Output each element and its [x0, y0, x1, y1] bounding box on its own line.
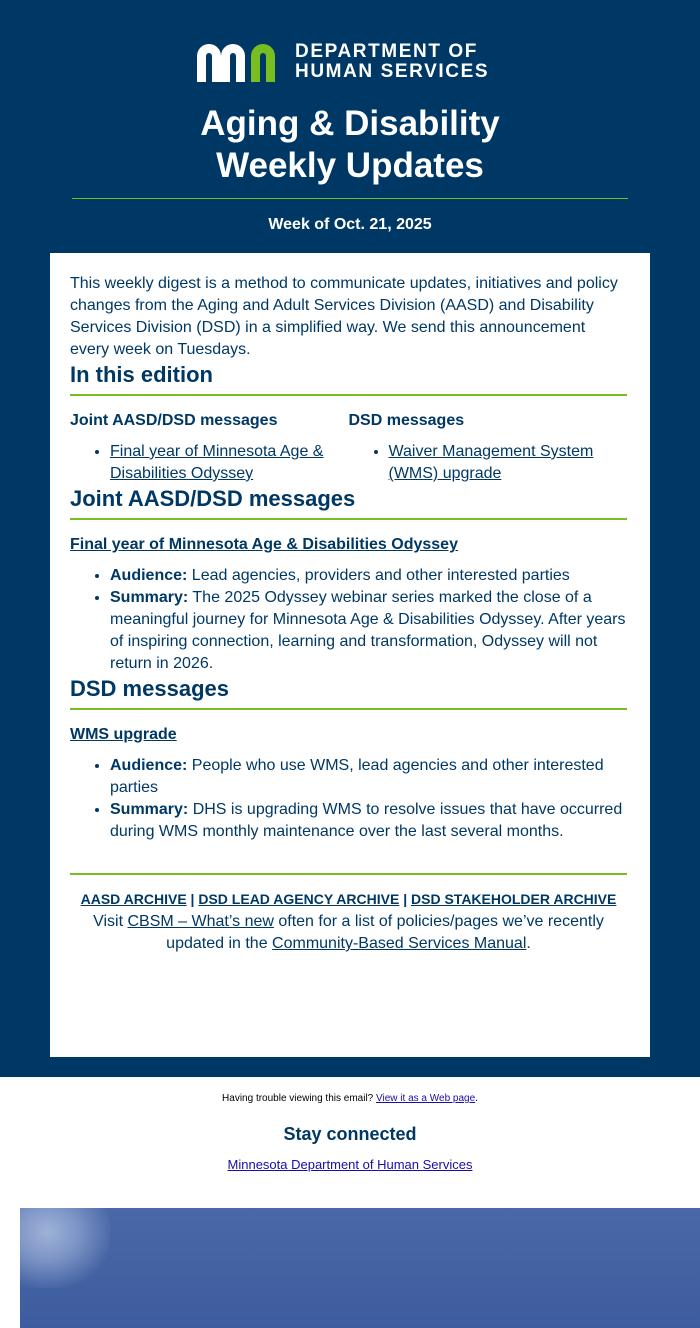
- footer-banner-image: [20, 1208, 700, 1328]
- dsd-stakeholder-archive-link[interactable]: DSD STAKEHOLDER ARCHIVE: [411, 891, 617, 907]
- visit-suffix: .: [526, 935, 531, 952]
- dhs-link-wrap: [0, 1156, 700, 1174]
- logo-text-line1: DEPARTMENT OF: [295, 41, 478, 62]
- edition-col-dsd-heading: DSD messages: [348, 412, 465, 429]
- archive-links: [70, 890, 627, 908]
- dhs-logo[interactable]: [195, 42, 489, 82]
- list-item: [110, 565, 627, 587]
- logo-text-line2: HUMAN SERVICES: [295, 61, 490, 82]
- list-item: [110, 755, 627, 799]
- edition-col-dsd: [349, 411, 628, 485]
- odyssey-toc-link[interactable]: Final year of Minnesota Age & Disabilities Odyssey: [110, 443, 324, 482]
- page-title: [0, 103, 700, 187]
- visit-prefix: Visit: [93, 913, 128, 930]
- list-item: [110, 799, 627, 843]
- wms-article-link[interactable]: WMS upgrade: [70, 726, 177, 743]
- web-page-link[interactable]: View it as a Web page: [376, 1093, 476, 1104]
- list-item: [389, 441, 609, 485]
- dsd-messages-heading: DSD messages: [70, 675, 627, 710]
- visit-middle: often for a list of policies/pages we’ve recently updated in the: [166, 913, 604, 952]
- separator: |: [399, 891, 412, 907]
- title-line1: Aging & Disability: [200, 104, 500, 143]
- summary-label: Summary:: [110, 801, 189, 818]
- dsd-lead-agency-archive-link[interactable]: DSD LEAD AGENCY ARCHIVE: [198, 891, 400, 907]
- below-footer: [0, 1092, 700, 1174]
- odyssey-article-link[interactable]: Final year of Minnesota Age & Disabilities Odyssey: [70, 536, 458, 553]
- title-line2: Weekly Updates: [216, 146, 484, 185]
- separator: |: [186, 891, 199, 907]
- content-card: [50, 253, 650, 1057]
- edition-col-joint-list: [70, 441, 349, 485]
- summary-text: DHS is upgrading WMS to resolve issues that have occurred during WMS monthly maintenance over the last several months.: [110, 801, 623, 840]
- list-item: [110, 587, 627, 675]
- intro-paragraph: This weekly digest is a method to communicate updates, initiatives and policy changes from the Aging and Adult Services Division (AASD) and Disability Services Division (DSD) in a simplified way. We send this announcement every week on Tuesdays.: [70, 275, 618, 358]
- in-this-edition-heading: In this edition: [70, 361, 627, 396]
- cbsm-whats-new-link[interactable]: CBSM – What’s new: [127, 913, 274, 930]
- trouble-suffix: .: [475, 1093, 478, 1104]
- odyssey-details-list: [70, 565, 627, 675]
- aasd-archive-link[interactable]: AASD ARCHIVE: [80, 891, 187, 907]
- audience-label: Audience:: [110, 567, 188, 584]
- audience-label: Audience:: [110, 757, 188, 774]
- audience-text: People who use WMS, lead agencies and other interested parties: [110, 757, 604, 796]
- logo-text: [295, 42, 489, 82]
- summary-text: The 2025 Odyssey webinar series marked the close of a meaningful journey for Minnesota Age & Disabilities Odyssey. After years of inspiring connection, learning and transformation, Odyssey will not return in 2026.: [110, 589, 626, 672]
- trouble-viewing: [0, 1092, 700, 1106]
- edition-col-joint-heading: Joint AASD/DSD messages: [70, 412, 278, 429]
- wms-details-list: [70, 755, 627, 843]
- header-divider: [72, 198, 628, 199]
- wms-toc-link[interactable]: Waiver Management System (WMS) upgrade: [388, 443, 594, 482]
- stay-connected-heading: Stay connected: [283, 1124, 417, 1144]
- dhs-website-link[interactable]: Minnesota Department of Human Services: [227, 1157, 473, 1172]
- summary-label: Summary:: [110, 589, 189, 606]
- cbsm-manual-link[interactable]: Community-Based Services Manual: [272, 935, 527, 952]
- edition-col-joint: [70, 411, 349, 485]
- footer-divider: [70, 873, 627, 875]
- banner-highlight: [20, 1208, 110, 1288]
- week-label: Week of Oct. 21, 2025: [268, 216, 432, 233]
- visit-text: [70, 911, 627, 955]
- audience-text: Lead agencies, providers and other interested parties: [187, 567, 570, 584]
- trouble-text: Having trouble viewing this email?: [222, 1093, 377, 1104]
- list-item: [110, 441, 330, 485]
- joint-messages-heading: Joint AASD/DSD messages: [70, 485, 627, 520]
- mn-logo-icon: [195, 42, 283, 82]
- edition-columns: [70, 411, 627, 485]
- edition-col-dsd-list: [349, 441, 628, 485]
